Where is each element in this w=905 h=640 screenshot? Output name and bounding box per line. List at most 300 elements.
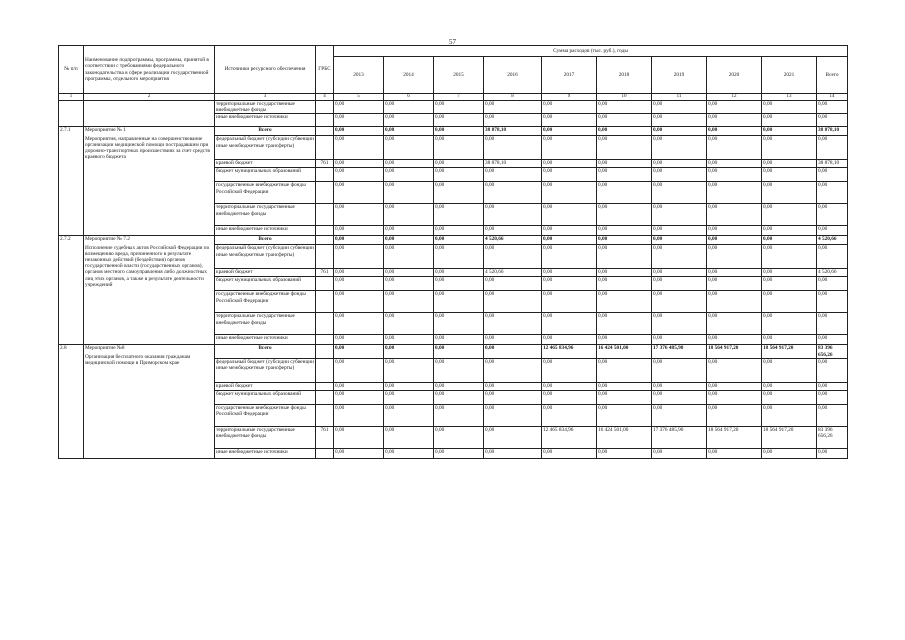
page-number: 57 (449, 38, 456, 46)
cell-grbs (316, 136, 334, 160)
cell-value: 0,00 (597, 160, 652, 168)
header-year: 2014 (384, 57, 434, 94)
cell-grbs (316, 168, 334, 182)
cell-value: 0,00 (484, 382, 542, 390)
cell-value: 0,00 (652, 182, 707, 204)
column-number: 10 (597, 94, 652, 101)
cell-grbs (316, 277, 334, 291)
cell-value: 0,00 (434, 182, 484, 204)
cell-value: 0,00 (384, 204, 434, 226)
cell-value: 0,00 (434, 335, 484, 345)
cell-source: государственные внебюджетные фонды Российской Федерации (215, 291, 316, 313)
cell-value: 17 376 485,90 (652, 345, 707, 358)
cell-value: 38 878,10 (817, 127, 848, 136)
cell-source: иные внебюджетные источники (215, 114, 316, 127)
cell-value: 0,00 (707, 168, 762, 182)
cell-value: 0,00 (334, 291, 384, 313)
measure-name (84, 236, 215, 345)
cell-value: 0,00 (707, 358, 762, 382)
cell-value: 12 465 834,96 (542, 426, 597, 448)
cell-value: 0,00 (484, 426, 542, 448)
cell-value: 0,00 (762, 291, 817, 313)
cell-value: 0,00 (817, 335, 848, 345)
column-number: 6 (384, 94, 434, 101)
cell-value: 0,00 (762, 448, 817, 458)
cell-value: 0,00 (707, 390, 762, 404)
cell-value: 0,00 (652, 226, 707, 236)
cell-value: 0,00 (384, 426, 434, 448)
cell-value: 0,00 (334, 168, 384, 182)
cell-source: Всего (215, 127, 316, 136)
cell-value: 12 465 834,96 (542, 345, 597, 358)
cell-value: 0,00 (597, 358, 652, 382)
cell-value: 0,00 (384, 114, 434, 127)
cell-value: 0,00 (484, 345, 542, 358)
cell-value: 0,00 (384, 335, 434, 345)
row-number: 2.7.1 (59, 127, 84, 236)
column-number: 5 (334, 94, 384, 101)
cell-value: 0,00 (334, 114, 384, 127)
cell-value: 18 564 917,20 (762, 426, 817, 448)
table-header (59, 46, 848, 101)
cell-value: 0,00 (762, 382, 817, 390)
cell-value: 0,00 (334, 390, 384, 404)
cell-value: 0,00 (434, 101, 484, 114)
cell-source: федеральный бюджет (субсидии субвенции иные межбюджетные трансферты) (215, 245, 316, 269)
cell-value: 0,00 (484, 448, 542, 458)
cell-value: 0,00 (652, 448, 707, 458)
cell-value: 0,00 (484, 291, 542, 313)
cell-value: 0,00 (434, 313, 484, 335)
cell-num (59, 101, 84, 127)
cell-value: 0,00 (384, 382, 434, 390)
cell-value: 0,00 (597, 269, 652, 277)
cell-value: 0,00 (652, 168, 707, 182)
header-year: 2020 (707, 57, 762, 94)
cell-value: 0,00 (542, 313, 597, 335)
cell-value: 0,00 (542, 127, 597, 136)
cell-source: бюджет муниципальных образований (215, 390, 316, 404)
cell-value: 0,00 (484, 277, 542, 291)
cell-source: территориальные государственные внебюджетные фонды (215, 426, 316, 448)
cell-value: 0,00 (484, 182, 542, 204)
cell-value: 0,00 (597, 390, 652, 404)
cell-value: 0,00 (542, 160, 597, 168)
cell-value: 0,00 (384, 313, 434, 335)
measure-description: Исполнение судебных актов Российской Федерации по возмещению вреда, причиненного в результате незаконных действий (бездействия) органов государственной власти (государственных органов), органов местного самоуправления либо должностных лиц этих органов, а также в результате деятельности учреждений (85, 244, 210, 288)
cell-value: 0,00 (817, 390, 848, 404)
cell-value: 0,00 (542, 226, 597, 236)
cell-value: 0,00 (597, 101, 652, 114)
cell-value: 0,00 (597, 226, 652, 236)
cell-value: 0,00 (707, 404, 762, 426)
cell-value: 0,00 (384, 136, 434, 160)
cell-value: 0,00 (707, 114, 762, 127)
header-year: 2019 (652, 57, 707, 94)
cell-name (84, 101, 215, 127)
measure-name (84, 345, 215, 458)
cell-value: 0,00 (334, 358, 384, 382)
cell-value: 0,00 (484, 168, 542, 182)
cell-value: 0,00 (434, 269, 484, 277)
cell-value: 0,00 (542, 114, 597, 127)
cell-grbs (316, 236, 334, 245)
cell-value: 0,00 (817, 245, 848, 269)
cell-grbs (316, 101, 334, 114)
header-year: 2013 (334, 57, 384, 94)
column-number: 12 (707, 94, 762, 101)
cell-value: 0,00 (817, 358, 848, 382)
cell-value: 0,00 (334, 204, 384, 226)
cell-source: краевой бюджет (215, 269, 316, 277)
cell-source: государственные внебюджетные фонды Российской Федерации (215, 182, 316, 204)
cell-value: 0,00 (434, 127, 484, 136)
cell-value: 0,00 (334, 101, 384, 114)
column-number: 2 (84, 94, 215, 101)
cell-value: 0,00 (707, 160, 762, 168)
cell-value: 0,00 (597, 404, 652, 426)
cell-value: 0,00 (597, 127, 652, 136)
cell-value: 0,00 (762, 182, 817, 204)
cell-value: 0,00 (334, 245, 384, 269)
cell-value: 0,00 (707, 204, 762, 226)
cell-source: Всего (215, 236, 316, 245)
cell-source: территориальные государственные внебюджетные фонды (215, 101, 316, 114)
cell-value: 0,00 (384, 448, 434, 458)
cell-source: бюджет муниципальных образований (215, 168, 316, 182)
cell-value: 0,00 (334, 404, 384, 426)
cell-value: 0,00 (434, 236, 484, 245)
column-number: 7 (434, 94, 484, 101)
cell-value: 4 520,66 (484, 236, 542, 245)
cell-value: 0,00 (817, 204, 848, 226)
cell-value: 4 520,66 (484, 269, 542, 277)
cell-source: территориальные государственные внебюджетные фонды (215, 204, 316, 226)
cell-value: 0,00 (334, 345, 384, 358)
cell-value: 0,00 (334, 426, 384, 448)
cell-value: 0,00 (707, 136, 762, 160)
cell-value: 0,00 (762, 236, 817, 245)
cell-value: 0,00 (762, 160, 817, 168)
cell-value: 0,00 (484, 390, 542, 404)
cell-value: 0,00 (542, 269, 597, 277)
header-year: 2017 (542, 57, 597, 94)
cell-value: 16 424 501,00 (597, 426, 652, 448)
cell-value: 0,00 (817, 448, 848, 458)
cell-value: 0,00 (762, 101, 817, 114)
cell-value: 83 396 656,26 (817, 345, 848, 358)
cell-value: 0,00 (434, 168, 484, 182)
cell-grbs (316, 127, 334, 136)
cell-value: 0,00 (817, 313, 848, 335)
cell-value: 16 424 501,00 (597, 345, 652, 358)
cell-value: 0,00 (817, 226, 848, 236)
cell-value: 0,00 (542, 236, 597, 245)
cell-value: 0,00 (707, 226, 762, 236)
cell-value: 0,00 (434, 448, 484, 458)
cell-value: 0,00 (652, 160, 707, 168)
cell-value: 0,00 (384, 269, 434, 277)
cell-source: государственные внебюджетные фонды Российской Федерации (215, 404, 316, 426)
cell-value: 0,00 (597, 245, 652, 269)
cell-value: 0,00 (484, 313, 542, 335)
cell-value: 0,00 (334, 313, 384, 335)
cell-source: федеральный бюджет (субсидии субвенции иные межбюджетные трансферты) (215, 358, 316, 382)
cell-value: 0,00 (384, 358, 434, 382)
cell-value: 0,00 (762, 404, 817, 426)
measure-description: Мероприятия, направленные на совершенствование организации медицинской помощи пострадавшим при дорожно-транспортных происшествиях за счет средств краевого бюджета (85, 135, 210, 161)
cell-source: краевой бюджет (215, 382, 316, 390)
cell-value: 0,00 (652, 136, 707, 160)
cell-value: 38 878,10 (484, 127, 542, 136)
cell-value: 0,00 (762, 136, 817, 160)
cell-value: 0,00 (707, 313, 762, 335)
cell-grbs (316, 382, 334, 390)
cell-value: 0,00 (542, 404, 597, 426)
cell-grbs (316, 335, 334, 345)
measure-title: Мероприятие № 1 (85, 127, 126, 134)
cell-value: 0,00 (817, 382, 848, 390)
cell-value: 0,00 (707, 245, 762, 269)
cell-value: 0,00 (434, 426, 484, 448)
cell-value: 0,00 (542, 277, 597, 291)
cell-source: Всего (215, 345, 316, 358)
cell-grbs (316, 245, 334, 269)
cell-value: 0,00 (384, 291, 434, 313)
cell-grbs (316, 345, 334, 358)
budget-table (58, 45, 848, 459)
cell-value: 0,00 (597, 335, 652, 345)
cell-value: 0,00 (334, 127, 384, 136)
column-number: 14 (817, 94, 848, 101)
header-sum-group: Сумма расходов (тыс. руб.), годы (334, 46, 848, 57)
measure-title: Мероприятие №8 (85, 345, 125, 352)
cell-value: 0,00 (484, 335, 542, 345)
cell-value: 0,00 (597, 382, 652, 390)
cell-value: 0,00 (384, 182, 434, 204)
header-num: № п/п (59, 46, 84, 94)
cell-value: 0,00 (384, 245, 434, 269)
cell-value: 0,00 (384, 345, 434, 358)
cell-value: 0,00 (707, 269, 762, 277)
cell-value: 0,00 (652, 114, 707, 127)
cell-value: 0,00 (434, 160, 484, 168)
cell-value: 0,00 (597, 236, 652, 245)
cell-value: 0,00 (334, 226, 384, 236)
cell-value: 0,00 (384, 168, 434, 182)
cell-value: 0,00 (762, 168, 817, 182)
cell-value: 0,00 (707, 101, 762, 114)
table-row (59, 127, 848, 136)
cell-value: 0,00 (384, 160, 434, 168)
cell-grbs (316, 204, 334, 226)
cell-value: 0,00 (484, 114, 542, 127)
cell-value: 4 520,66 (817, 269, 848, 277)
column-number: 9 (542, 94, 597, 101)
cell-value: 0,00 (652, 101, 707, 114)
cell-value: 0,00 (334, 236, 384, 245)
cell-value: 0,00 (542, 390, 597, 404)
cell-value: 0,00 (484, 101, 542, 114)
cell-source: иные внебюджетные источники (215, 335, 316, 345)
cell-value: 0,00 (434, 245, 484, 269)
cell-value: 0,00 (762, 245, 817, 269)
cell-value: 0,00 (334, 335, 384, 345)
cell-value: 0,00 (434, 345, 484, 358)
measure-description: Организация бесплатного оказания гражданам медицинской помощи в Приморском крае (85, 353, 191, 366)
cell-value: 0,00 (762, 390, 817, 404)
cell-grbs: 761 (316, 269, 334, 277)
cell-value: 0,00 (434, 136, 484, 160)
cell-value: 0,00 (384, 226, 434, 236)
cell-grbs (316, 114, 334, 127)
cell-source: иные внебюджетные источники (215, 226, 316, 236)
cell-source: иные внебюджетные источники (215, 448, 316, 458)
cell-value: 0,00 (817, 114, 848, 127)
cell-value: 0,00 (542, 204, 597, 226)
cell-value: 0,00 (434, 382, 484, 390)
cell-value: 0,00 (484, 358, 542, 382)
cell-value: 0,00 (542, 168, 597, 182)
cell-value: 0,00 (707, 127, 762, 136)
cell-value: 38 878,10 (484, 160, 542, 168)
cell-value: 0,00 (652, 127, 707, 136)
header-year: 2016 (484, 57, 542, 94)
cell-value: 0,00 (434, 277, 484, 291)
cell-value: 0,00 (762, 226, 817, 236)
column-number: 11 (652, 94, 707, 101)
cell-grbs (316, 313, 334, 335)
cell-value: 0,00 (384, 236, 434, 245)
header-year: 2015 (434, 57, 484, 94)
header-year: Всего (817, 57, 848, 94)
cell-grbs (316, 226, 334, 236)
cell-value: 0,00 (484, 245, 542, 269)
cell-value: 0,00 (334, 269, 384, 277)
cell-value: 0,00 (707, 448, 762, 458)
header-year: 2021 (762, 57, 817, 94)
cell-value: 0,00 (762, 204, 817, 226)
cell-value: 4 520,66 (817, 236, 848, 245)
cell-value: 0,00 (652, 204, 707, 226)
table-row (59, 101, 848, 114)
cell-grbs (316, 291, 334, 313)
cell-grbs (316, 404, 334, 426)
cell-value: 0,00 (334, 160, 384, 168)
cell-value: 0,00 (652, 358, 707, 382)
cell-value: 0,00 (542, 358, 597, 382)
cell-value: 0,00 (542, 245, 597, 269)
cell-value: 0,00 (762, 358, 817, 382)
cell-value: 0,00 (817, 182, 848, 204)
cell-value: 0,00 (484, 204, 542, 226)
cell-value: 0,00 (484, 136, 542, 160)
cell-value: 0,00 (652, 390, 707, 404)
cell-value: 0,00 (597, 313, 652, 335)
header-source: Источники ресурсного обеспечения (215, 46, 316, 94)
cell-value: 0,00 (652, 269, 707, 277)
cell-value: 0,00 (762, 277, 817, 291)
cell-value: 0,00 (434, 291, 484, 313)
cell-value: 0,00 (652, 313, 707, 335)
cell-value: 17 376 485,90 (652, 426, 707, 448)
cell-value: 0,00 (542, 291, 597, 313)
cell-value: 0,00 (707, 236, 762, 245)
cell-value: 0,00 (484, 404, 542, 426)
cell-value: 0,00 (762, 269, 817, 277)
column-number: 13 (762, 94, 817, 101)
measure-name (84, 127, 215, 236)
cell-value: 0,00 (384, 101, 434, 114)
cell-value: 0,00 (652, 291, 707, 313)
row-number: 2.7.2 (59, 236, 84, 345)
cell-value: 0,00 (542, 448, 597, 458)
column-number: 8 (484, 94, 542, 101)
cell-grbs (316, 182, 334, 204)
cell-value: 0,00 (597, 136, 652, 160)
table-row (59, 345, 848, 358)
cell-value: 18 564 917,20 (707, 345, 762, 358)
cell-source: федеральный бюджет (субсидии субвенции иные межбюджетные трансферты) (215, 136, 316, 160)
cell-value: 38 878,10 (817, 160, 848, 168)
cell-value: 0,00 (334, 448, 384, 458)
cell-value: 0,00 (817, 168, 848, 182)
cell-value: 0,00 (707, 335, 762, 345)
cell-value: 0,00 (762, 127, 817, 136)
cell-value: 0,00 (652, 277, 707, 291)
cell-value: 0,00 (484, 226, 542, 236)
cell-grbs: 761 (316, 426, 334, 448)
cell-value: 0,00 (597, 277, 652, 291)
cell-grbs (316, 390, 334, 404)
cell-value: 0,00 (707, 182, 762, 204)
cell-value: 0,00 (542, 335, 597, 345)
cell-value: 0,00 (597, 168, 652, 182)
cell-value: 18 564 917,20 (762, 345, 817, 358)
cell-value: 0,00 (434, 404, 484, 426)
cell-value: 0,00 (652, 404, 707, 426)
row-number: 2.8 (59, 345, 84, 458)
cell-value: 0,00 (762, 114, 817, 127)
cell-value: 0,00 (817, 101, 848, 114)
cell-value: 0,00 (762, 313, 817, 335)
cell-value: 0,00 (652, 382, 707, 390)
cell-value: 0,00 (817, 136, 848, 160)
cell-value: 0,00 (652, 335, 707, 345)
measure-title: Мероприятие № 7.2 (85, 236, 130, 243)
cell-value: 0,00 (707, 277, 762, 291)
cell-value: 0,00 (434, 390, 484, 404)
cell-grbs (316, 358, 334, 382)
cell-value: 0,00 (542, 182, 597, 204)
cell-value: 0,00 (707, 291, 762, 313)
cell-value: 0,00 (542, 136, 597, 160)
cell-value: 0,00 (542, 101, 597, 114)
cell-grbs (316, 448, 334, 458)
cell-value: 0,00 (334, 136, 384, 160)
cell-value: 0,00 (817, 404, 848, 426)
cell-value: 0,00 (597, 114, 652, 127)
column-number: 1 (59, 94, 84, 101)
column-number: 4 (316, 94, 334, 101)
cell-value: 0,00 (384, 404, 434, 426)
header-name: Наименование подпрограммы, программы, принятой в соответствии с требованиями федерального законодательства в сфере реализации государственной программы, отдельного мероприятия (84, 46, 215, 94)
cell-value: 0,00 (762, 335, 817, 345)
cell-source: территориальные государственные внебюджетные фонды (215, 313, 316, 335)
cell-value: 0,00 (652, 236, 707, 245)
cell-grbs: 761 (316, 160, 334, 168)
cell-value: 0,00 (334, 382, 384, 390)
